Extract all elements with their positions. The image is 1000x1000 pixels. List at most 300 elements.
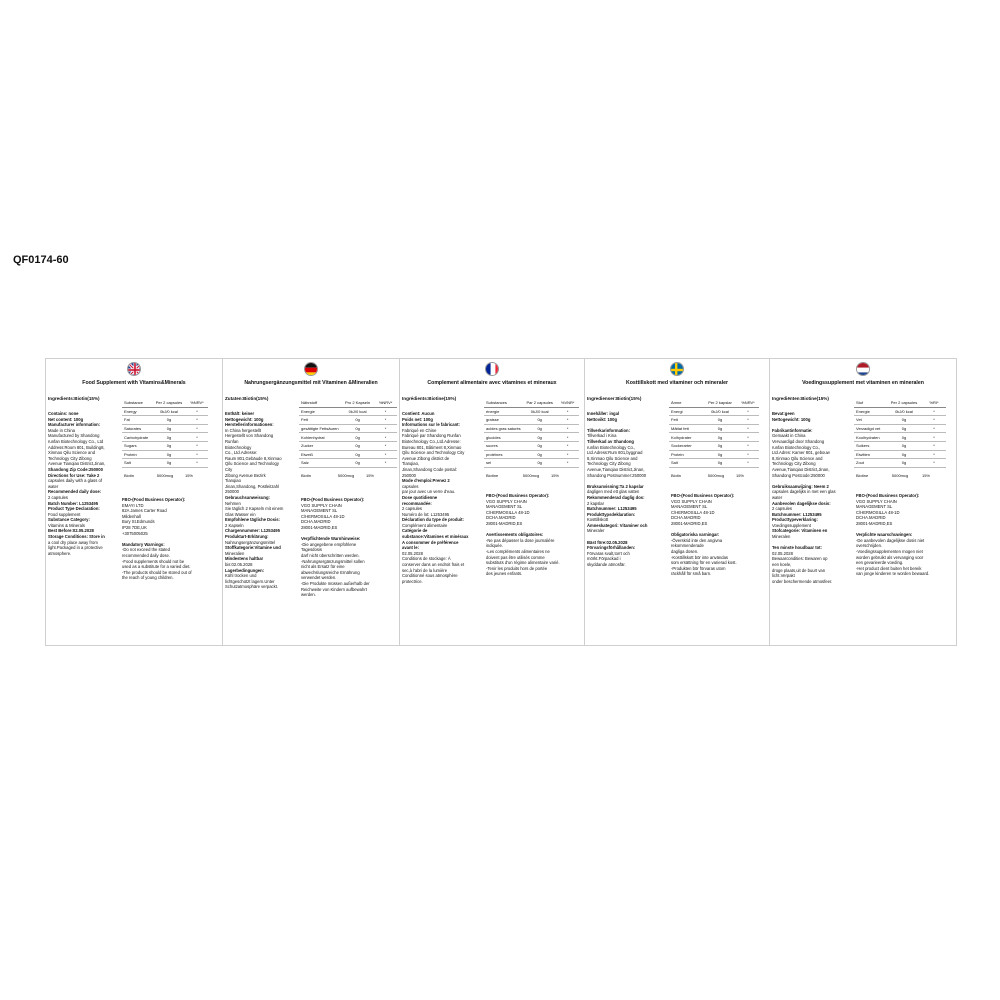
label-text-line: VGO SUPPLY CHAIN [671, 498, 712, 504]
left-text-column [772, 411, 852, 584]
label-text-line: Verplichte waarschuwingen: [856, 532, 913, 538]
panel-english [46, 359, 223, 645]
label-text-line: Qilu Science and Technology [225, 461, 279, 467]
label-text-line: 2 Kapseln [225, 522, 244, 528]
label-text-line: Tianqiao [225, 478, 241, 484]
label-text-line: Ten minste houdbaar tot: [772, 545, 822, 551]
nutrition-row [299, 416, 397, 425]
nutrition-row [122, 441, 208, 450]
nutrition-cell: * [375, 459, 397, 468]
label-text-line: FBO-(Food Business Operator): [856, 493, 920, 498]
biotin-cell: 15% [550, 473, 559, 478]
label-text-line: Reichweite von Kindern aufbewahrt [301, 586, 367, 592]
nutrition-cell: 0g [523, 416, 557, 425]
label-text-line: Contains: none [48, 411, 79, 416]
left-text-column [225, 411, 297, 590]
label-text-line: Technology City Zibong [48, 455, 92, 461]
nutrition-cell: * [186, 407, 208, 416]
label-text-line: Nettogewicht: 100g [225, 416, 264, 422]
label-text-line: Poids net: 100g [402, 416, 433, 422]
label-text-line: 82A James Carter Road [122, 508, 167, 514]
label-text-line: Manufactured by Shandong [48, 433, 100, 439]
nutrition-row [299, 450, 397, 459]
label-text-line: Manufacturer information: [48, 422, 101, 428]
label-text-line: skyddande atmosfär. [587, 562, 626, 568]
label-text-line: 2 capsules [48, 494, 69, 500]
label-text-line: -Nahrungsergänzungsmittel sollen [301, 558, 365, 564]
label-text-line: runfan Biotechnology Co., [587, 444, 636, 450]
nutrition-cell: Carbohydrate [122, 433, 152, 442]
label-text-line: van jonge kinderen te worden bewaard. [856, 571, 930, 577]
label-text-line: Nettogewicht: 100g [772, 416, 811, 422]
label-text-line: verwendet werden. [301, 575, 337, 581]
label-text-line: Lagerbedingungen: [225, 567, 265, 573]
panel-title: Complement alimentaire avec vitamines et mineraux [427, 380, 557, 386]
label-text-line: Storage Conditions: Store in [48, 534, 105, 540]
label-text-line: City [225, 466, 233, 472]
label-text-line: Batchnummer: L1253495 [772, 511, 822, 517]
label-text-line: overschrijden. [856, 543, 883, 549]
nutrition-cell: 0kJ/0 kcal [523, 407, 557, 416]
label-text-line: DCHA.MADRID [301, 519, 331, 525]
nutrition-cell: 0g [523, 433, 557, 442]
label-text-line: -Do not exceed the stated [122, 547, 170, 553]
biotin-cell: 5000mcg [522, 473, 540, 478]
label-text-line: Glas Wasser ein [225, 511, 256, 517]
label-text-line: A consommer de préférence [402, 539, 459, 545]
nutrition-header-cell: Per 2 kapslar [703, 399, 737, 407]
nutrition-header-cell: %NRV* [375, 399, 397, 407]
label-text-line: Sie täglich 2 Kapseln mit einem [225, 506, 284, 512]
nutrition-row [854, 424, 946, 433]
nutrition-cell: * [737, 459, 759, 468]
label-text-line: C/HERMOSILLA 48-1D [301, 513, 345, 519]
label-text-line: EMAYI LTD [122, 502, 144, 508]
germany-flag-icon [304, 362, 318, 376]
nutrition-cell: 0g [341, 424, 375, 433]
nutrition-cell: gesättigte Fettsäuren [301, 426, 339, 432]
nutrition-table [299, 399, 397, 468]
label-text-line: Contient: Aucun [402, 411, 435, 416]
label-text-line: Batchnummer: L1253495 [587, 506, 637, 512]
label-text-line: VGO SUPPLY CHAIN [486, 498, 527, 504]
nutrition-cell: Eiwitten [854, 450, 886, 459]
label-text-line: Catégorie de [402, 528, 428, 534]
nutrition-cell: 0g [523, 450, 557, 459]
nutrition-cell: 0g [703, 424, 737, 433]
label-text-line: Batch Number: L1253495 [48, 500, 99, 506]
panel-title: Voedingssupplement met vitaminen en mineralen [802, 380, 924, 386]
nutrition-cell: * [375, 433, 397, 442]
nutrition-cell: 0g [341, 416, 375, 425]
label-text-line: Enthält: keiner [225, 411, 255, 416]
label-text-line: Biotechnology [225, 444, 252, 450]
label-text-line: nicht als Ersatz für eine [301, 564, 345, 570]
nutrition-row [669, 424, 759, 433]
label-text-line: droge plaats,uit de buurt van [772, 567, 826, 573]
nutrition-table-header [484, 399, 579, 407]
uk-flag-icon [127, 362, 141, 376]
label-text-line: runfan Biotechnology Co., [772, 444, 821, 450]
nutrition-cell: * [375, 450, 397, 459]
label-text-line: water [772, 494, 783, 500]
nutrition-cell: Sugars [122, 441, 152, 450]
label-text-line: 250000 [402, 472, 416, 478]
nutrition-header-cell: Ämne [669, 399, 703, 407]
nutrition-cell: * [375, 441, 397, 450]
label-text-line: Gebrauchsanweisung: [225, 494, 270, 500]
label-text-line: Kühl trocken und [225, 573, 257, 579]
nutrition-cell: * [186, 441, 208, 450]
label-text-line: MANAGEMENT SL [856, 504, 893, 510]
label-text-line: een koele, [772, 562, 792, 568]
nutrition-row [669, 407, 759, 416]
nutrition-row [299, 407, 397, 416]
nutrition-cell: * [557, 424, 579, 433]
panel-title: Nahrungsergänzungsmittel mit Vitaminen &Mineralien [244, 380, 378, 386]
label-text-line: a cool dry place away from [48, 539, 98, 545]
label-text-line: Fabriqué en Chine [402, 427, 437, 433]
label-text-line: räckhåll för små barn. [671, 571, 712, 577]
nutrition-cell: 0kJ/0 kcal [886, 407, 922, 416]
nutrition-cell: 0g [152, 416, 186, 425]
nutrition-header-cell: Stof [854, 399, 886, 407]
label-text-line: Ltd.Adres: Kamer 801, gebouw [772, 450, 830, 456]
nutrition-cell: Energi [669, 407, 703, 416]
label-text-line: FBO-(Food Business Operator): [486, 493, 550, 498]
nutrition-cell: 0g [703, 441, 737, 450]
nutrition-cell: graisse [484, 416, 523, 425]
biotin-row [671, 473, 749, 478]
nutrition-cell: * [557, 441, 579, 450]
nutrition-cell: * [922, 459, 946, 468]
label-text-line: sec,à l'abri de la lumière [402, 567, 448, 573]
right-text-column [856, 493, 954, 577]
biotin-cell: 5000mcg [891, 473, 909, 478]
label-text-line: Vervaardigd door Shandong [772, 438, 825, 444]
nutrition-cell: Protein [122, 450, 152, 459]
nutrition-row [299, 433, 397, 442]
label-text-line: Schutzatmosphäre verpackt. [225, 584, 279, 590]
nutrition-row [122, 450, 208, 459]
nutrition-cell: 0kJ/0 kcal [703, 407, 737, 416]
nutrition-row [854, 433, 946, 442]
ingredients-line: Ingredients:Biotin(15%) [48, 396, 100, 401]
nutrition-cell: * [557, 433, 579, 442]
label-text-line: Ämneskategori: Vitaminer och [587, 522, 648, 528]
label-text-line: -Produkten bör förvaras utom [671, 565, 726, 571]
nutrition-cell: * [375, 407, 397, 416]
nutrition-cell: 0g [703, 459, 737, 468]
label-text-line: -De aanbevolen dagelijkse dosis niet [856, 537, 925, 543]
label-text-line: Ltd.Adress:Rum 801,byggnad [587, 450, 643, 456]
label-text-line: Jinan,Shandong, Postleitzahl [225, 483, 280, 489]
biotin-cell: 5000mcg [156, 473, 174, 478]
nutrition-row [122, 459, 208, 468]
label-text-line: Voedingssupplement [772, 522, 811, 528]
label-text-line: Avenue,Tianqiao District,Jinan, [772, 466, 830, 472]
nutrition-cell: 0g [886, 416, 922, 425]
nutrition-cell: énergie [484, 407, 523, 416]
ingredients-line: Ingrediënten:Biotine(15%) [772, 396, 829, 401]
biotin-cell: 15% [735, 473, 744, 478]
label-text-line: 02.05.2028 [772, 550, 793, 556]
label-text-line: avant le: [402, 545, 419, 551]
label-text-line: Mandatory Warnings: [122, 541, 165, 547]
nutrition-cell: 0g [703, 433, 737, 442]
label-text-line: Empfohlene tägliche Dosis: [225, 517, 280, 523]
nutrition-cell: Vet [854, 416, 886, 425]
nutrition-row [854, 407, 946, 416]
label-text-line: Hergestellt von Shandong [225, 433, 274, 439]
label-text-line: Shandong Zip Code:250000 [48, 466, 103, 472]
label-text-line: Stofcategorie: Vitaminen en [772, 528, 828, 534]
ingredients-line: Ingredienser:Biotin(15%) [587, 396, 642, 401]
label-text-line: Best Before:02.05.2028 [48, 528, 94, 534]
label-text-line: -Överskrid inte den angivna [671, 537, 723, 543]
nutrition-cell: * [737, 441, 759, 450]
label-text-line: Address:Room 801, Building8, [48, 444, 105, 450]
nutrition-cell: 0g [886, 433, 922, 442]
nutrition-row [669, 433, 759, 442]
nutrition-cell: * [186, 433, 208, 442]
label-text-line: bis:02.05.2028 [225, 562, 253, 568]
nutrition-cell: Fett [299, 416, 341, 425]
nutrition-cell: * [922, 416, 946, 425]
label-text-line: Aanbevolen dagelijkse dosis: [772, 500, 831, 506]
label-text-line: recommended daily dose. [122, 552, 170, 558]
label-text-line: Mineralen [772, 534, 791, 540]
nutrition-cell: * [737, 450, 759, 459]
label-text-line: rekommenderade [671, 543, 704, 549]
nutrition-cell: protéines [484, 450, 523, 459]
nutrition-header-cell: %RI* [922, 399, 946, 407]
nutrition-cell: * [737, 433, 759, 442]
nutrition-row [122, 433, 208, 442]
label-text-line: 250000 [225, 489, 239, 495]
label-text-line: Food supplement [48, 511, 81, 517]
nutrition-cell: 0g [152, 459, 186, 468]
label-text-line: des jeunes enfants. [486, 571, 523, 577]
nutrition-row [299, 424, 397, 433]
nutrition-row [854, 450, 946, 459]
label-text-line: In China hergestellt [225, 427, 262, 433]
nutrition-row [122, 416, 208, 425]
biotin-cell: 15% [921, 473, 930, 478]
right-text-column [486, 493, 583, 577]
label-text-line: -Die Produkte müssen außerhalb der [301, 580, 370, 586]
nutrition-cell: 0g [886, 441, 922, 450]
nutrition-cell: Zucker [299, 441, 341, 450]
label-text-line: Mineralien [225, 550, 245, 556]
label-text-line: worden gebruikt als vervanging voor [856, 554, 924, 560]
label-text-line: 28001-MADRID,ES [671, 520, 708, 526]
label-text-line: Gemaakt in China [772, 433, 806, 439]
label-text-line: Rekommenderad daglig dos: [587, 494, 645, 500]
label-text-line: Jinan,Shandong Code postal: [402, 466, 457, 472]
nutrition-header-cell: %VNR* [557, 399, 579, 407]
label-text-line: runfan Biotechnology Co., Ltd [48, 438, 104, 444]
nutrition-row [484, 459, 579, 468]
nutrition-cell: * [922, 433, 946, 442]
nutrition-cell: Zout [854, 459, 886, 468]
label-text-line: Numéro de lot: L1253495 [402, 511, 450, 517]
nutrition-cell: * [737, 424, 759, 433]
nutrition-cell: Verzadigd vet [854, 424, 886, 433]
panel-title: Food Supplement with Vitamins&Minerals [82, 380, 186, 386]
label-text-line: C/HERMOSILLA 48-1D [671, 509, 715, 515]
nutrition-cell: 0g [152, 424, 186, 433]
label-text-line: 02.05.2028 [402, 550, 423, 556]
nutrition-header-cell: %NRV* [186, 399, 208, 407]
nutrition-table-header [854, 399, 946, 407]
label-text-line: FBO-(Food Business Operator): [301, 497, 365, 502]
nutrition-table [854, 399, 946, 468]
nutrition-row [854, 459, 946, 468]
label-text-line: Biotechnology Co.,Ltd.Adresse: [402, 438, 461, 444]
label-text-line: Avenue Tianqiao District,Jinan, [48, 461, 106, 467]
nutrition-cell: Koolhydraten [854, 433, 886, 442]
label-text-line: indiquée. [486, 543, 503, 549]
label-text-line: conserver dans un endroit frais et [402, 562, 465, 568]
label-text-line: substituts d'un régime alimentaire varié. [486, 560, 560, 566]
label-text-line: Net content: 100g [48, 416, 84, 422]
nutrition-cell: * [922, 424, 946, 433]
nutrition-header-cell: Per 2 capsules [152, 399, 186, 407]
label-text-line: 28001-MADRID,ES [301, 524, 338, 530]
label-text-line: Made in China [48, 427, 76, 433]
nutrition-row [484, 441, 579, 450]
label-text-line: Conditions de stockage: À [402, 556, 451, 562]
label-text-line: Tillverkarinformation: [587, 427, 630, 433]
nutrition-cell: Energie [854, 407, 886, 416]
label-text-line: Xinmao Qilu Science and [48, 450, 96, 456]
label-text-line: Substance Category: [48, 517, 90, 523]
label-text-line: Bevat:geen [772, 411, 795, 416]
nutrition-row [669, 441, 759, 450]
nutrition-cell: * [557, 459, 579, 468]
nutrition-row [669, 459, 759, 468]
label-text-line: protectrice. [402, 578, 423, 584]
nutrition-cell: 0g [341, 441, 375, 450]
label-text-line: Nahrungsergänzungsmittel [225, 539, 276, 545]
label-text-line: darf nicht überschritten werden. [301, 552, 360, 558]
nutrition-cell: Salt [122, 459, 152, 468]
label-text-line: -Kosttillskott bör inte användas [671, 554, 729, 560]
nutrition-cell: Salt [669, 459, 703, 468]
nutrition-cell: sucres [484, 441, 523, 450]
label-text-line: Verpflichtende Warnhinweise: [301, 536, 361, 542]
label-text-line: 28001-MADRID,ES [856, 520, 893, 526]
biotin-cell: Biotine [856, 473, 869, 478]
nutrition-cell: Suikers [854, 441, 886, 450]
label-text-line: Avertissements obligatoires: [486, 532, 544, 538]
label-text-line: Chargennummer: L1253495 [225, 528, 280, 534]
nutrition-cell: * [186, 459, 208, 468]
nutrition-row [484, 424, 579, 433]
panel-swedish [585, 359, 770, 645]
label-text-line: Produktart-Erklärung: [225, 534, 269, 540]
nutrition-cell: glucides [484, 433, 523, 442]
label-code: QF0174-60 [13, 254, 69, 266]
biotin-cell: 15% [184, 473, 193, 478]
label-text-line: Förvaras svalt,torrt och [587, 550, 630, 556]
panel-french [400, 359, 585, 645]
left-text-column [402, 411, 482, 584]
biotin-row [856, 473, 936, 478]
label-text-line: the reach of young children. [122, 575, 174, 581]
nutrition-table-header [299, 399, 397, 407]
label-text-line: Complément alimentaire [402, 522, 448, 528]
label-text-line: som ersättning för en varierad kost. [671, 560, 737, 566]
label-text-line: 28001-MADRID,ES [486, 520, 523, 526]
nutrition-cell: Mättat fett [669, 424, 703, 433]
label-text-line: -Ne pas dépasser la dose journalière [486, 537, 555, 543]
nutrition-cell: 0g [886, 424, 922, 433]
label-text-line: Technology City Zibong [772, 461, 816, 467]
label-text-line: substance:Vitamines et minéraux [402, 534, 469, 540]
label-text-line: Bruksanvisning:Ta 2 kapslar [587, 483, 644, 489]
panel-german [223, 359, 400, 645]
label-text-line: recommandée: [402, 500, 432, 506]
label-text-line: IP28 7DE,UK [122, 524, 147, 530]
biotin-cell: 5000mcg [337, 473, 355, 478]
label-text-line: capsules [402, 483, 419, 489]
nutrition-cell: 0g [523, 459, 557, 468]
nutrition-cell: 0g [152, 441, 186, 450]
label-text-line: Informations sur le fabricant: [402, 422, 460, 428]
panel-title: Kosttillskott med vitaminer och mineraler [625, 380, 729, 386]
label-text-line: dagliga dosen. [671, 548, 699, 554]
label-text-line: -Voedingssupplementen mogen niet [856, 548, 923, 554]
nutrition-table [669, 399, 759, 468]
label-text-line: MANAGEMENT SL [486, 504, 523, 510]
biotin-row [301, 473, 379, 478]
nutrition-cell: * [737, 416, 759, 425]
biotin-cell: 5000mcg [707, 473, 725, 478]
right-text-column [671, 493, 768, 577]
nutrition-table [122, 399, 208, 468]
nutrition-row [299, 441, 397, 450]
label-text-line: Runfan [225, 438, 239, 444]
nutrition-cell: Energy [122, 407, 152, 416]
nutrition-cell: Energie [299, 407, 341, 416]
nutrition-cell: 0g [886, 459, 922, 468]
nutrition-cell: 0g [341, 433, 375, 442]
label-text-line: Nettovikt: 100g [587, 416, 618, 422]
nutrition-cell: 0g [886, 450, 922, 459]
nutrition-cell: 0g [152, 433, 186, 442]
nutrition-cell: Fett [669, 416, 703, 425]
label-text-line: Herstellerinformationen: [225, 422, 274, 428]
label-text-line: capsules dagelijks in met een glas [772, 489, 836, 495]
ingredients-line: Zutaten:Biotin(15%) [225, 396, 269, 401]
label-text-line: Mindestens haltbar [225, 556, 264, 562]
nutrition-table [484, 399, 579, 468]
label-text-line: 2 kapslar [587, 500, 604, 506]
label-text-line: Shandong Postnummer:250000 [587, 472, 647, 478]
label-text-line: used as a substitute for a varied diet. [122, 564, 191, 570]
label-text-line: Déclaration du type de produit: [402, 517, 464, 523]
label-text-line: C/HERMOSILLA 48-1D [486, 509, 530, 515]
label-text-line: FBO-(Food Business Operator): [122, 497, 186, 502]
nutrition-row [122, 424, 208, 433]
label-text-line: Fabrikantinformatie: [772, 427, 813, 433]
label-text-line: C/HERMOSILLA 48-1D [856, 509, 900, 515]
nutrition-cell: Saturates [122, 424, 152, 433]
right-text-column [122, 497, 221, 581]
label-text-line: Nehmen [225, 500, 241, 506]
